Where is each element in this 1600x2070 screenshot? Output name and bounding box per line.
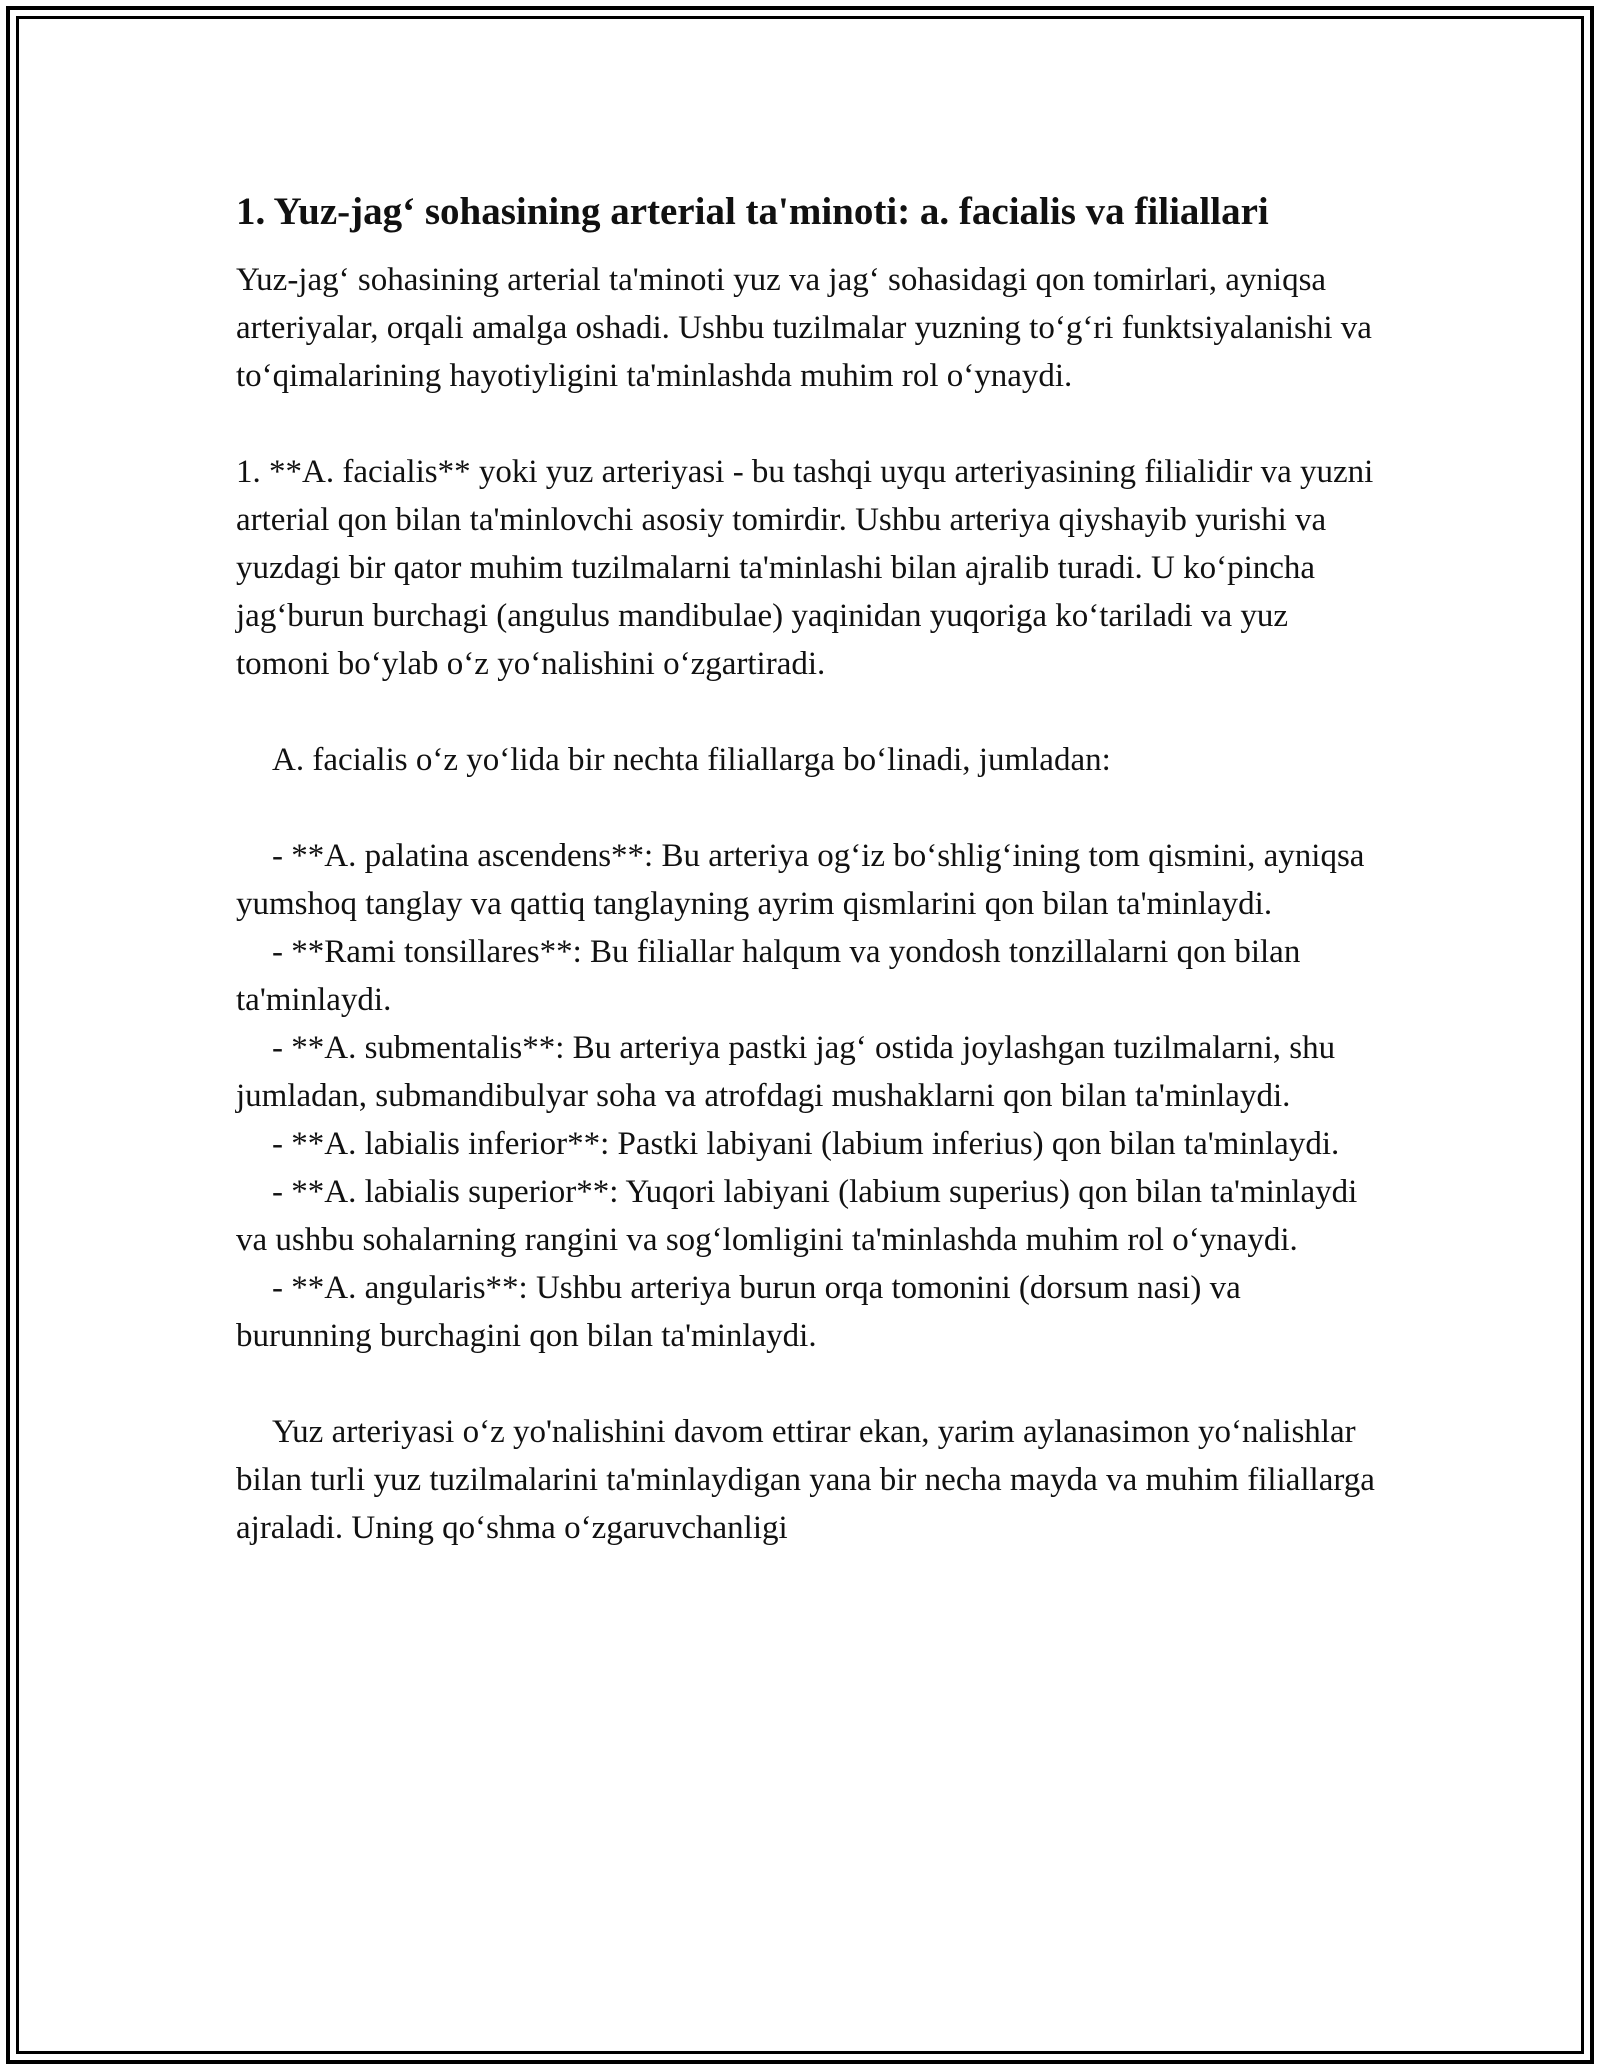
document-title: 1. Yuz-jag‘ sohasining arterial ta'minoti: a. facialis va filiallari <box>236 190 1269 233</box>
paragraph-gap <box>236 400 1376 448</box>
paragraph-gap <box>236 688 1376 736</box>
paragraph-gap <box>236 784 1376 832</box>
facialis-paragraph: 1. **A. facialis** yoki yuz arteriyasi - bu tashqi uyqu arteriyasining filialidir va yuzni arterial qon bilan ta'minlovchi asosiy tomirdir. Ushbu arteriya qiyshayib yurishi va yuzdagi bir qator muhim tuzilmalarni ta'minlashi bilan ajralib turadi. U ko‘pincha jag‘burun burchagi (angulus mandibulae) yaqinidan yuqoriga ko‘tariladi va yuz tomoni bo‘ylab o‘z yo‘nalishini o‘zgartiradi. <box>236 454 1374 682</box>
branches-intro: A. facialis o‘z yo‘lida bir nechta filiallarga bo‘linadi, jumladan: <box>272 742 1111 778</box>
branch-palatina-ascendens: - **A. palatina ascendens**: Bu arteriya og‘iz bo‘shlig‘ining tom qismini, ayniqsa yumshoq tanglay va qattiq tanglayning ayrim qismlarini qon bilan ta'minlaydi. <box>236 838 1365 922</box>
branch-submentalis: - **A. submentalis**: Bu arteriya pastki jag‘ ostida joylashgan tuzilmalarni, shu jumladan, submandibulyar soha va atrofdagi mushaklarni qon bilan ta'minlaydi. <box>236 1030 1336 1114</box>
branch-labialis-inferior: - **A. labialis inferior**: Pastki labiyani (labium inferius) qon bilan ta'minlaydi. <box>272 1126 1340 1162</box>
branch-angularis: - **A. angularis**: Ushbu arteriya burun orqa tomonini (dorsum nasi) va burunning burchagini qon bilan ta'minlaydi. <box>236 1270 1241 1354</box>
branch-rami-tonsillares: - **Rami tonsillares**: Bu filiallar halqum va yondosh tonzillalarni qon bilan ta'minlaydi. <box>236 934 1301 1018</box>
branch-labialis-superior: - **A. labialis superior**: Yuqori labiyani (labium superius) qon bilan ta'minlaydi va ushbu sohalarning rangini va sog‘lomligini ta'minlashda muhim rol o‘ynaydi. <box>236 1174 1358 1258</box>
document-body <box>236 186 1376 1552</box>
closing-paragraph: Yuz arteriyasi o‘z yo'nalishini davom ettirar ekan, yarim aylanasimon yo‘nalishlar bilan turli yuz tuzilmalarini ta'minlaydigan yana bir necha mayda va muhim filiallarga ajraladi. Uning qo‘shma o‘zgaruvchanligi <box>236 1414 1375 1546</box>
intro-paragraph: Yuz-jag‘ sohasining arterial ta'minoti yuz va jag‘ sohasidagi qon tomirlari, ayniqsa arteriyalar, orqali amalga oshadi. Ushbu tuzilmalar yuzning to‘g‘ri funktsiyalanishi va to‘qimalarining hayotiyligini ta'minlashda muhim rol o‘ynaydi. <box>236 262 1372 394</box>
paragraph-gap <box>236 1360 1376 1408</box>
